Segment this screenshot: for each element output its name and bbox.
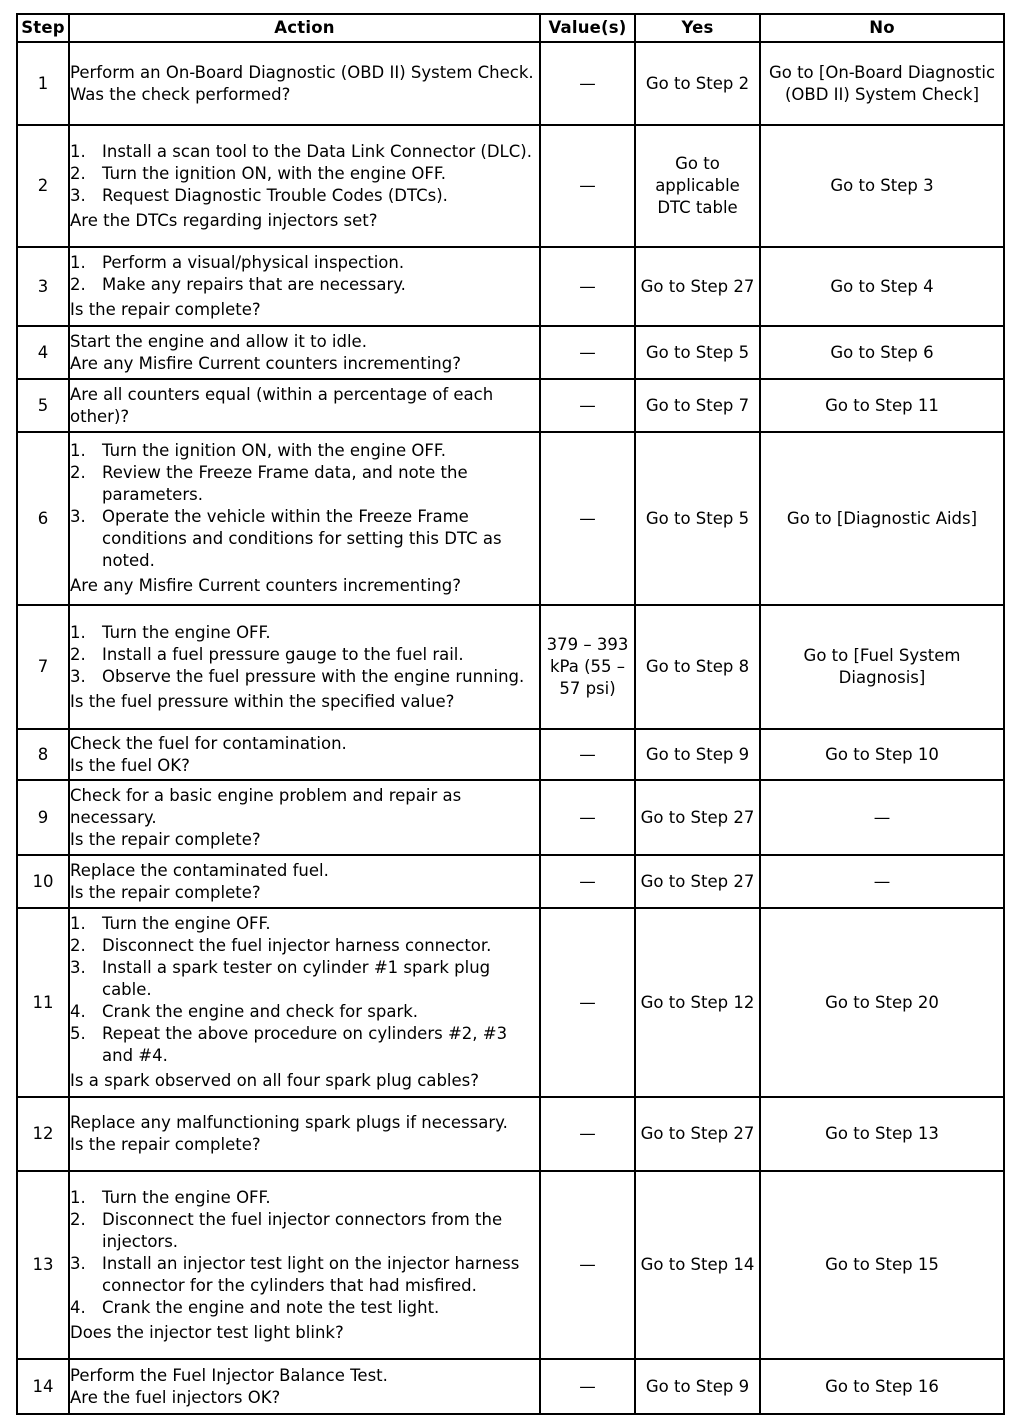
list-item-number: 5. [70,1024,86,1043]
value-text: 379 – 393 kPa (55 – 57 psi) [546,635,629,698]
action-list-item [70,163,539,185]
step-number: 2 [17,125,69,247]
value-cell [540,326,635,379]
header-values: Value(s) [540,14,635,42]
table-body [17,42,1004,1414]
step-number: 6 [17,432,69,605]
no-action: Go to Step 20 [825,992,939,1012]
no-cell [760,855,1004,908]
list-item-number: 1. [70,1187,86,1207]
action-cell [69,247,540,326]
table-row [17,908,1004,1097]
yes-cell [635,1359,760,1414]
list-item-number: 2. [70,275,86,294]
step-number: 5 [17,379,69,432]
list-item-text: Install a fuel pressure gauge to the fuel rail. [102,644,464,664]
list-item-text: Disconnect the fuel injector connectors from the injectors. [102,1209,503,1251]
no-action: Go to Step 16 [825,1376,939,1396]
header-action: Action [69,14,540,42]
value-text: — [579,73,596,93]
no-cell [760,1171,1004,1359]
list-item-number: 4. [70,1297,86,1317]
yes-cell [635,855,760,908]
yes-action: Go to Step 7 [645,395,750,415]
yes-cell [635,1097,760,1171]
yes-cell [635,247,760,326]
action-question: Are all counters equal (within a percentage of each other)? [70,384,494,426]
action-instruction: Replace any malfunctioning spark plugs if necessary. [70,1113,508,1132]
yes-cell [635,729,760,780]
yes-action: Go to Step 2 [645,73,750,93]
yes-action: Go to Step 9 [645,1376,750,1396]
yes-cell [635,605,760,729]
list-item-text: Install an injector test light on the injector harness connector for the cylinders that had misfired. [102,1253,520,1295]
action-question: Was the check performed? [70,84,291,104]
table-row [17,780,1004,855]
action-question: Is the fuel pressure within the specified value? [70,691,455,711]
yes-action: Go to Step 14 [640,1255,755,1274]
list-item-text: Turn the ignition ON, with the engine OFF. [102,441,446,460]
yes-cell [635,432,760,605]
value-cell [540,605,635,729]
step-number: 7 [17,605,69,729]
yes-action: Go to Step 5 [645,508,750,528]
table-row [17,42,1004,125]
value-cell [540,1097,635,1171]
yes-action: Go to Step 27 [640,1124,755,1143]
diagnostic-table-container [16,13,1005,1415]
list-item-text: Install a spark tester on cylinder #1 spark plug cable. [102,958,491,999]
step-number: 13 [17,1171,69,1359]
header-step: Step [17,14,69,42]
action-list-item [70,462,539,506]
yes-cell [635,780,760,855]
action-list-item [70,1297,539,1319]
action-cell [69,42,540,125]
table-row [17,125,1004,247]
action-list-item [70,1253,539,1297]
action-cell [69,1097,540,1171]
step-number: 1 [17,42,69,125]
header-row [17,14,1004,42]
no-cell [760,605,1004,729]
yes-cell [635,379,760,432]
table-row [17,1359,1004,1414]
action-list-item [70,274,539,296]
action-question: Is the repair complete? [70,1135,261,1154]
no-action: — [873,807,891,827]
action-cell [69,326,540,379]
list-item-number: 1. [70,914,86,933]
action-list-item [70,185,539,207]
step-number: 3 [17,247,69,326]
list-item-text: Make any repairs that are necessary. [102,275,406,294]
no-cell [760,729,1004,780]
action-instruction: Perform the Fuel Injector Balance Test. [70,1365,388,1385]
no-action: Go to Step 13 [825,1124,939,1143]
action-instruction: Check for a basic engine problem and repair as necessary. [70,785,462,827]
action-list-item [70,935,539,957]
value-text: — [579,807,596,827]
step-number: 12 [17,1097,69,1171]
table-row [17,1097,1004,1171]
step-number: 10 [17,855,69,908]
action-list-item [70,644,539,666]
value-cell [540,780,635,855]
action-question: Is the repair complete? [70,882,261,902]
action-list-item [70,1209,539,1253]
value-cell [540,42,635,125]
yes-action: Go to Step 9 [645,744,750,764]
table-row [17,855,1004,908]
action-list-item [70,1023,539,1067]
table-row [17,1171,1004,1359]
action-question: Are any Misfire Current counters incrementing? [70,353,461,373]
action-question: Is the fuel OK? [70,755,190,775]
list-item-text: Turn the engine OFF. [102,622,271,642]
action-question: Are the DTCs regarding injectors set? [70,210,378,230]
diagnostic-table [16,13,1005,1415]
no-cell [760,125,1004,247]
action-cell [69,1171,540,1359]
step-number: 14 [17,1359,69,1414]
yes-cell [635,326,760,379]
yes-cell [635,125,760,247]
value-text: — [579,1376,596,1396]
action-question: Is a spark observed on all four spark plug cables? [70,1071,480,1090]
value-text: — [579,342,596,362]
value-cell [540,432,635,605]
action-cell [69,605,540,729]
value-text: — [579,1124,596,1143]
list-item-number: 2. [70,644,86,664]
action-list-item [70,506,539,572]
no-action: Go to Step 6 [830,342,934,362]
step-number: 4 [17,326,69,379]
action-cell [69,855,540,908]
no-cell [760,432,1004,605]
action-list-item [70,957,539,1001]
action-instruction: Check the fuel for contamination. [70,733,347,753]
no-action: Go to Step 11 [825,395,939,415]
yes-cell [635,1171,760,1359]
yes-action: Go to Step 27 [640,276,755,296]
value-text: — [579,276,596,296]
list-item-text: Request Diagnostic Trouble Codes (DTCs). [102,185,448,205]
no-cell [760,1097,1004,1171]
step-number: 11 [17,908,69,1097]
step-number: 8 [17,729,69,780]
action-list-item [70,141,539,163]
step-number: 9 [17,780,69,855]
action-list-item [70,440,539,462]
action-list-item [70,1001,539,1023]
action-instruction: Start the engine and allow it to idle. [70,331,367,351]
list-item-text: Observe the fuel pressure with the engine running. [102,666,525,686]
list-item-text: Turn the engine OFF. [102,1187,271,1207]
action-question: Does the injector test light blink? [70,1322,344,1342]
no-action: Go to [On-Board Diagnostic (OBD II) System Check] [768,62,996,104]
value-cell [540,855,635,908]
list-item-number: 3. [70,958,86,977]
value-cell [540,1171,635,1359]
list-item-text: Turn the engine OFF. [102,914,271,933]
list-item-text: Turn the ignition ON, with the engine OFF. [102,163,446,183]
value-text: — [579,744,596,764]
action-cell [69,908,540,1097]
list-item-number: 2. [70,936,86,955]
value-text: — [579,176,596,195]
yes-action: Go to applicable DTC table [655,154,740,217]
list-item-text: Install a scan tool to the Data Link Connector (DLC). [102,141,532,161]
action-cell [69,125,540,247]
action-cell [69,780,540,855]
no-cell [760,780,1004,855]
list-item-text: Crank the engine and check for spark. [102,1002,419,1021]
table-row [17,379,1004,432]
list-item-number: 3. [70,1253,86,1273]
no-cell [760,1359,1004,1414]
action-list-item [70,1187,539,1209]
list-item-number: 3. [70,507,86,526]
action-question: Are the fuel injectors OK? [70,1387,281,1407]
no-cell [760,42,1004,125]
table-row [17,432,1004,605]
list-item-number: 2. [70,1209,86,1229]
action-question: Is the repair complete? [70,829,261,849]
header-no: No [760,14,1004,42]
value-cell [540,247,635,326]
value-text: — [579,992,596,1012]
table-row [17,729,1004,780]
value-text: — [579,395,596,415]
table-row [17,605,1004,729]
list-item-text: Operate the vehicle within the Freeze Frame conditions and conditions for setting this DTC as noted. [102,507,502,570]
action-cell [69,1359,540,1414]
yes-action: Go to Step 27 [640,871,755,891]
action-instruction: Replace the contaminated fuel. [70,860,329,880]
value-cell [540,379,635,432]
no-action: Go to Step 4 [830,276,934,296]
no-cell [760,326,1004,379]
value-cell [540,908,635,1097]
value-cell [540,1359,635,1414]
no-action: Go to Step 15 [825,1255,939,1274]
no-action: — [873,871,891,891]
no-action: Go to [Fuel System Diagnosis] [803,646,961,687]
no-action: Go to Step 3 [830,176,934,195]
value-text: — [579,508,596,528]
value-text: — [579,1255,596,1274]
action-cell [69,432,540,605]
yes-cell [635,42,760,125]
yes-action: Go to Step 27 [640,807,755,827]
action-list-item [70,666,539,688]
value-cell [540,729,635,780]
no-cell [760,379,1004,432]
list-item-text: Crank the engine and note the test light. [102,1297,440,1317]
yes-action: Go to Step 5 [645,342,750,362]
table-row [17,326,1004,379]
no-cell [760,247,1004,326]
value-cell [540,125,635,247]
list-item-number: 2. [70,163,86,183]
table-row [17,247,1004,326]
value-text: — [579,871,596,891]
list-item-text: Review the Freeze Frame data, and note the parameters. [102,463,468,504]
action-list-item [70,622,539,644]
action-instruction: Perform an On-Board Diagnostic (OBD II) System Check. [70,62,534,82]
list-item-number: 3. [70,185,86,205]
list-item-text: Disconnect the fuel injector harness connector. [102,936,492,955]
no-action: Go to [Diagnostic Aids] [786,508,978,528]
list-item-number: 1. [70,253,86,272]
yes-action: Go to Step 8 [645,657,750,676]
list-item-number: 3. [70,666,86,686]
list-item-number: 2. [70,463,86,482]
list-item-text: Repeat the above procedure on cylinders #2, #3 and #4. [102,1024,508,1065]
action-question: Is the repair complete? [70,300,261,319]
yes-cell [635,908,760,1097]
yes-action: Go to Step 12 [640,992,755,1012]
action-cell [69,379,540,432]
action-list-item [70,913,539,935]
no-cell [760,908,1004,1097]
list-item-number: 1. [70,622,86,642]
action-question: Are any Misfire Current counters incrementing? [70,576,461,595]
action-cell [69,729,540,780]
action-list-item [70,252,539,274]
list-item-text: Perform a visual/physical inspection. [102,253,405,272]
list-item-number: 1. [70,441,86,460]
list-item-number: 1. [70,141,86,161]
list-item-number: 4. [70,1002,86,1021]
header-yes: Yes [635,14,760,42]
no-action: Go to Step 10 [825,744,939,764]
